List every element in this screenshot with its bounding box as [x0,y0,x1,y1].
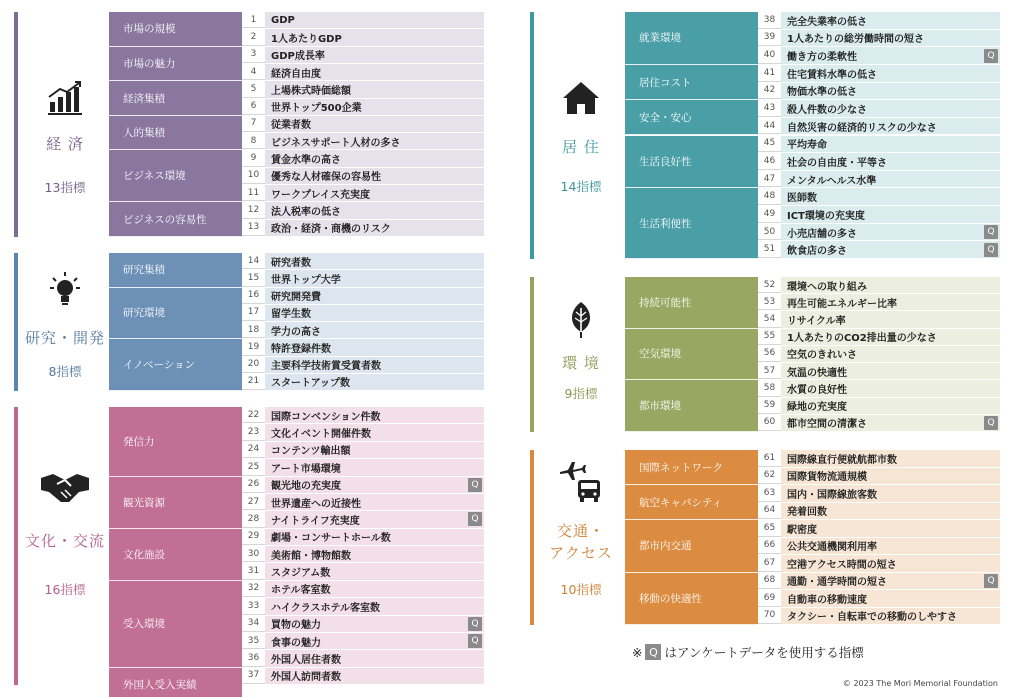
indicator-row [758,485,1000,503]
indicator-label: 1人あたりGDP [271,33,342,45]
indicator-label: 完全失業率の低さ [787,16,867,28]
indicator-row [242,253,484,270]
indicator-row [242,668,484,685]
rnd-accent-bar [14,253,18,391]
indicator-label: 飲食店の多さ [787,246,847,258]
indicator-row [242,150,484,167]
indicator-number: 46 [758,153,781,170]
indicator-label: 自然災害の経済的リスクの少なさ [787,122,937,134]
indicator-number: 12 [242,202,265,218]
indicator-label: 賃金水準の高さ [271,155,341,167]
indicator-row [242,616,484,633]
indicator-row [758,12,1000,30]
indicator-label: 気温の快適性 [787,367,847,379]
indicator-row [758,468,1000,486]
indicator-label: 国際貨物流通規模 [787,472,867,484]
indicator-label: 国内・国際線旅客数 [787,489,877,501]
indicator-row [242,133,484,150]
indicator-number: 14 [242,253,265,269]
indicator-number: 8 [242,133,265,149]
indicator-label: 食事の魅力 [271,637,321,649]
survey-q-badge-icon: Q [468,617,482,631]
indicator-label: 殺人件数の少なさ [787,105,867,117]
indicator-number: 19 [242,339,265,355]
indicator-row [242,511,484,528]
indicator-row [242,29,484,46]
indicator-number: 9 [242,150,265,166]
indicator-row [758,450,1000,468]
indicator-row [242,442,484,459]
indicator-number: 49 [758,206,781,223]
indicator-number: 13 [242,220,265,236]
subcategory: 受入環境 [109,581,242,668]
indicator-number: 22 [242,407,265,423]
subcategory: 生活利便性 [625,188,758,259]
indicator-label: 国際コンベンション件数 [271,411,381,423]
indicator-label: アート市場環境 [271,463,341,475]
indicator-row [242,81,484,98]
subcategory: 安全・安心 [625,100,758,135]
indicator-number: 59 [758,398,781,414]
indicator-row [242,424,484,441]
indicator-label: 医師数 [787,193,817,205]
airplane-bus-icon [536,458,626,504]
indicator-row [242,339,484,356]
indicator-label: 優秀な人材確保の容易性 [271,172,381,184]
indicator-number: 43 [758,100,781,117]
indicator-number: 66 [758,538,781,555]
indicator-label: ホテル客室数 [271,585,331,597]
indicator-row [758,136,1000,154]
survey-q-badge-icon: Q [468,634,482,648]
livability-indicator-list [758,12,1000,259]
indicator-label: 世界遺産への近接性 [271,498,361,510]
indicator-number: 33 [242,598,265,614]
indicator-number: 15 [242,270,265,286]
indicator-label: 物価水準の低さ [787,87,857,99]
subcategory: 生活良好性 [625,136,758,189]
indicator-number: 24 [242,442,265,458]
survey-q-badge-icon: Q [984,416,998,430]
survey-q-badge-icon: Q [468,478,482,492]
indicator-number: 64 [758,503,781,520]
indicator-row [758,118,1000,136]
indicator-label: 学力の高さ [271,326,321,338]
indicator-number: 67 [758,555,781,572]
survey-q-badge-icon: Q [984,243,998,257]
livability-indicator-count: 14指標 [560,179,602,194]
indicator-label: 研究開発費 [271,292,321,304]
indicator-label: 外国人居住者数 [271,654,341,666]
indicator-label: 上場株式時価総額 [271,85,351,97]
accessibility-indicator-count: 10指標 [560,582,602,597]
environment-accent-bar [530,277,534,432]
indicator-number: 7 [242,116,265,132]
indicator-row [758,294,1000,311]
indicator-row [242,633,484,650]
indicator-label: タクシー・自転車での移動のしやすさ [787,612,957,624]
accessibility-subcategories [625,450,758,625]
indicator-label: 外国人訪問者数 [271,672,341,684]
environment-subcategories [625,277,758,432]
culture-domain-title: 文化・交流 [24,532,105,550]
q-badge-icon: Q [645,644,661,660]
survey-q-badge-icon: Q [984,225,998,239]
indicator-row [758,277,1000,294]
economy-domain-title: 経 済 [46,135,84,153]
subcategory: 人的集積 [109,116,242,151]
subcategory: 都市内交通 [625,520,758,573]
indicator-row [242,529,484,546]
indicator-label: 従業者数 [271,120,311,132]
indicator-row [758,100,1000,118]
indicator-row [758,538,1000,556]
indicator-row [758,363,1000,380]
indicator-label: スタートアップ数 [271,378,350,390]
indicator-row [242,270,484,287]
indicator-label: 主要科学技術賞受賞者数 [271,361,381,373]
indicator-row [758,520,1000,538]
indicator-number: 1 [242,12,265,28]
indicator-number: 35 [242,633,265,649]
indicator-label: GDP [271,14,295,26]
indicator-label: ワークプレイス充実度 [271,189,370,201]
culture-indicator-count: 16指標 [44,582,86,597]
indicator-row [242,650,484,667]
economy-indicator-count: 13指標 [44,180,86,195]
leaf-icon [536,300,626,340]
indicator-label: 平均寿命 [787,140,827,152]
indicator-label: 駅密度 [787,524,817,536]
indicator-row [242,47,484,64]
indicator-number: 20 [242,357,265,373]
subcategory: 研究環境 [109,288,242,340]
indicator-label: 水質の良好性 [787,384,847,396]
indicator-number: 53 [758,294,781,310]
indicator-number: 68 [758,573,781,590]
indicator-number: 48 [758,188,781,205]
indicator-number: 44 [758,118,781,135]
indicator-label: GDP成長率 [271,51,325,63]
indicator-row [758,346,1000,363]
rnd-indicator-count: 8指標 [48,364,82,379]
subcategory: ビジネス環境 [109,150,242,202]
indicator-label: 発着回数 [787,507,827,519]
indicator-number: 26 [242,477,265,493]
indicator-number: 52 [758,277,781,293]
subcategory: 文化施設 [109,529,242,581]
indicator-label: 文化イベント開催件数 [271,429,371,441]
indicator-label: 観光地の充実度 [271,481,341,493]
indicator-number: 47 [758,171,781,188]
indicator-number: 10 [242,168,265,184]
indicator-label: 公共交通機関利用率 [787,542,877,554]
indicator-row [758,573,1000,591]
subcategory: 居住コスト [625,65,758,100]
indicator-row [758,590,1000,608]
indicator-label: 都市空間の清潔さ [787,419,867,431]
indicator-number: 41 [758,65,781,82]
indicator-label: 通勤・通学時間の短さ [787,577,887,589]
indicator-row [758,224,1000,242]
indicator-number: 17 [242,305,265,321]
indicator-number: 37 [242,668,265,684]
indicator-label: 住宅賃料水準の低さ [787,69,877,81]
indicator-number: 62 [758,468,781,485]
indicator-row [242,168,484,185]
indicator-row [242,563,484,580]
indicator-number: 6 [242,99,265,115]
indicator-row [758,47,1000,65]
indicator-row [242,202,484,219]
indicator-number: 34 [242,616,265,632]
indicator-number: 65 [758,520,781,537]
rnd-subcategories [109,253,242,391]
indicator-row [758,380,1000,397]
indicator-number: 45 [758,136,781,153]
indicator-label: 自動車の移動速度 [787,594,867,606]
subcategory: 経済集積 [109,81,242,116]
subcategory: 市場の規模 [109,12,242,47]
indicator-row [758,171,1000,189]
indicator-number: 50 [758,224,781,241]
handshake-icon [20,470,110,506]
indicator-label: 劇場・コンサートホール数 [271,533,391,545]
indicator-number: 60 [758,415,781,431]
indicator-row [758,608,1000,626]
indicator-row [242,99,484,116]
indicator-row [242,459,484,476]
indicator-number: 5 [242,81,265,97]
indicator-number: 18 [242,322,265,338]
indicator-row [242,116,484,133]
survey-q-badge-icon: Q [984,49,998,63]
subcategory: 外国人受入実績 [109,668,242,697]
indicator-number: 30 [242,546,265,562]
house-icon [536,80,626,116]
indicator-label: 社会の自由度・平等さ [787,157,887,169]
economy-accent-bar [14,12,18,237]
indicator-number: 29 [242,529,265,545]
indicator-label: 空港アクセス時間の短さ [787,559,897,571]
indicator-label: 政治・経済・商機のリスク [271,224,391,236]
indicator-label: ナイトライフ充実度 [271,515,360,527]
indicator-label: メンタルヘルス水準 [787,175,877,187]
subcategory: イノベーション [109,339,242,391]
indicator-row [758,503,1000,521]
indicator-number: 39 [758,30,781,47]
indicator-number: 25 [242,459,265,475]
indicator-label: ICT環境の充実度 [787,210,865,222]
subcategory: 持続可能性 [625,277,758,329]
indicator-row [758,153,1000,171]
livability-domain-title: 居 住 [562,138,600,156]
indicator-row [242,477,484,494]
rnd-indicator-list [242,253,484,391]
livability-accent-bar [530,12,534,259]
subcategory: 航空キャパシティ [625,485,758,520]
survey-q-badge-icon: Q [984,574,998,588]
indicator-label: 特許登録件数 [271,343,331,355]
indicator-label: 世界トップ大学 [271,274,341,286]
indicator-label: 小売店舗の多さ [787,228,857,240]
indicator-number: 70 [758,608,781,625]
indicator-label: 国際線直行便就航都市数 [787,454,897,466]
indicator-row [758,83,1000,101]
culture-subcategories [109,407,242,691]
rnd-domain-title: 研究・開発 [24,329,105,347]
indicator-number: 69 [758,590,781,607]
subcategory: 研究集積 [109,253,242,288]
indicator-row [242,12,484,29]
indicator-number: 4 [242,64,265,80]
indicator-row [242,357,484,374]
environment-indicator-list [758,277,1000,432]
indicator-label: 経済自由度 [271,68,321,80]
survey-q-badge-icon: Q [468,512,482,526]
accessibility-domain-title: 交通・ アクセス [549,522,613,562]
subcategory: 観光資源 [109,477,242,529]
indicator-row [242,494,484,511]
indicator-number: 54 [758,311,781,327]
livability-subcategories [625,12,758,259]
indicator-label: スタジアム数 [271,568,331,580]
indicator-number: 38 [758,12,781,29]
indicator-row [242,288,484,305]
light-bulb-icon [20,270,110,310]
subcategory: 市場の魅力 [109,47,242,82]
economy-subcategories [109,12,242,237]
indicator-number: 63 [758,485,781,502]
indicator-row [242,374,484,391]
indicator-row [758,555,1000,573]
indicator-number: 16 [242,288,265,304]
indicator-number: 40 [758,47,781,64]
indicator-number: 32 [242,581,265,597]
indicator-label: ビジネスサポート人材の多さ [271,137,401,149]
indicator-label: 1人あたりの総労働時間の短さ [787,34,924,46]
indicator-row [758,65,1000,83]
indicator-number: 21 [242,374,265,390]
indicator-row [242,220,484,237]
indicator-number: 42 [758,83,781,100]
indicator-label: 再生可能エネルギー比率 [787,298,897,310]
indicator-label: 空気のきれいさ [787,350,857,362]
subcategory: 発信力 [109,407,242,477]
bar-chart-icon [20,80,110,116]
environment-indicator-count: 9指標 [564,386,598,401]
environment-domain-title: 環 境 [562,354,600,372]
indicator-number: 36 [242,650,265,666]
indicator-number: 56 [758,346,781,362]
indicator-row [242,305,484,322]
subcategory: 移動の快適性 [625,573,758,626]
indicator-label: コンテンツ輸出額 [271,446,351,458]
indicator-row [758,206,1000,224]
indicator-number: 11 [242,185,265,201]
indicator-label: 研究者数 [271,257,311,269]
indicator-row [242,546,484,563]
indicator-row [758,188,1000,206]
indicator-label: リサイクル率 [787,316,846,328]
subcategory: 空気環境 [625,329,758,381]
subcategory: 都市環境 [625,380,758,432]
indicator-label: 留学生数 [271,309,311,321]
indicator-number: 28 [242,511,265,527]
accessibility-indicator-list [758,450,1000,625]
indicator-number: 57 [758,363,781,379]
indicator-label: 美術館・博物館数 [271,550,351,562]
subcategory: 就業環境 [625,12,758,65]
indicator-row [242,581,484,598]
culture-accent-bar [14,407,18,685]
indicator-row [242,322,484,339]
indicator-row [242,185,484,202]
indicator-label: ハイクラスホテル客室数 [271,602,380,614]
indicator-row [242,64,484,81]
indicator-row [758,398,1000,415]
indicator-label: 緑地の充実度 [787,402,847,414]
economy-indicator-list [242,12,484,237]
subcategory: ビジネスの容易性 [109,202,242,237]
indicator-number: 61 [758,450,781,467]
copyright: © 2023 The Mori Memorial Foundation [842,679,998,688]
indicator-number: 27 [242,494,265,510]
indicator-row [758,311,1000,328]
indicator-row [758,329,1000,346]
indicator-number: 2 [242,29,265,45]
indicator-number: 3 [242,47,265,63]
indicator-label: 法人税率の低さ [271,207,341,219]
indicator-number: 31 [242,563,265,579]
indicator-row [242,407,484,424]
indicator-row [242,598,484,615]
indicator-label: 働き方の柔軟性 [787,52,857,64]
survey-data-note [632,643,864,661]
indicator-label: 1人あたりのCO2排出量の少なさ [787,333,937,345]
indicator-number: 58 [758,380,781,396]
indicator-number: 23 [242,424,265,440]
indicator-label: 世界トップ500企業 [271,103,362,115]
indicator-number: 51 [758,241,781,258]
indicator-row [758,415,1000,432]
culture-indicator-list [242,407,484,685]
note-prefix: ※ [632,644,643,660]
indicator-row [758,241,1000,259]
indicator-label: 買物の魅力 [271,620,321,632]
note-text: はアンケートデータを使用する指標 [664,645,864,660]
indicator-label: 環境への取り組み [787,281,867,293]
subcategory: 国際ネットワーク [625,450,758,485]
accessibility-accent-bar [530,450,534,625]
indicator-row [758,30,1000,48]
indicator-number: 55 [758,329,781,345]
